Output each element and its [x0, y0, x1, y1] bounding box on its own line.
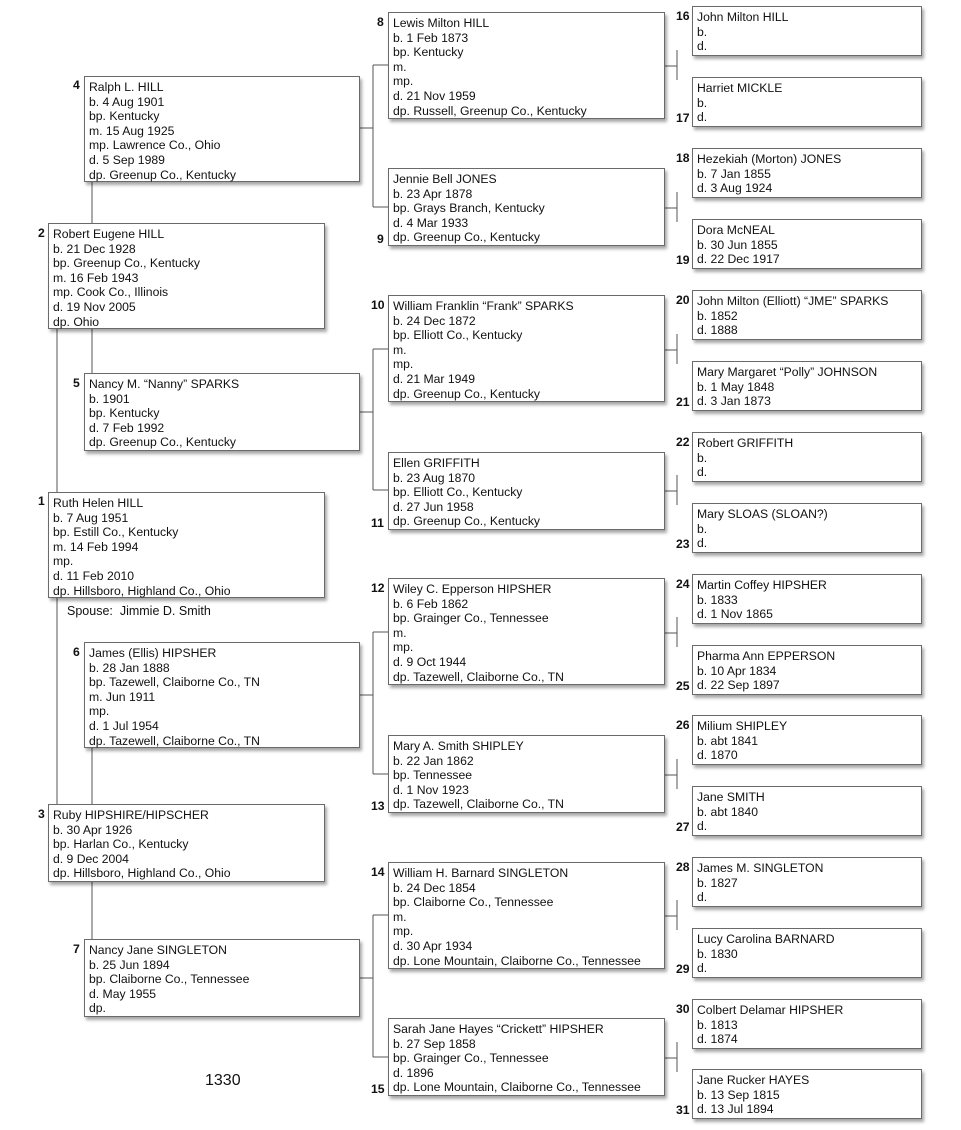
person-detail: b. 30 Apr 1926 [53, 822, 133, 837]
person-detail: m. 16 Feb 1943 [53, 270, 139, 285]
person-name: Lewis Milton HILL [393, 16, 490, 30]
person-box-8 [388, 12, 665, 119]
person-box-17 [692, 77, 922, 127]
person-box-27 [692, 786, 922, 836]
ahnentafel-number: 29 [676, 962, 690, 976]
person-box-26 [692, 715, 922, 765]
person-detail: d. 1 Jul 1954 [89, 718, 159, 733]
person-detail: b. 30 Jun 1855 [697, 237, 778, 252]
person-detail: d. 9 Oct 1944 [393, 654, 467, 669]
person-detail: m. [393, 625, 407, 640]
person-detail: dp. [89, 1001, 106, 1016]
person-name: Hezekiah (Morton) JONES [697, 152, 842, 166]
person-box-3 [48, 804, 325, 882]
ahnentafel-number: 5 [73, 376, 80, 390]
person-detail: d. [697, 110, 708, 125]
person-detail: mp. [53, 554, 74, 569]
ahnentafel-number: 31 [676, 1103, 690, 1117]
ahnentafel-number: 12 [371, 581, 385, 595]
person-detail: bp. Claiborne Co., Tennessee [393, 895, 554, 910]
person-box-16 [692, 6, 922, 56]
person-detail: b. abt 1841 [697, 733, 758, 748]
person-name: John Milton HILL [697, 10, 789, 24]
person-box-14 [388, 862, 665, 969]
person-name: William Franklin “Frank” SPARKS [393, 299, 574, 313]
person-detail: b. 24 Dec 1854 [393, 880, 476, 895]
person-detail: dp. Greenup Co., Kentucky [89, 167, 237, 182]
ahnentafel-number: 17 [676, 111, 690, 125]
ahnentafel-number: 6 [73, 645, 80, 659]
person-detail: d. [697, 465, 708, 480]
person-detail: d. 21 Nov 1959 [393, 88, 476, 103]
person-detail: b. 28 Jan 1888 [89, 660, 170, 675]
spouse-name: Jimmie D. Smith [119, 604, 211, 618]
person-detail: d. 19 Nov 2005 [53, 299, 136, 314]
person-detail: bp. Estill Co., Kentucky [53, 525, 179, 540]
person-detail: d. 4 Mar 1933 [393, 215, 469, 230]
person-detail: b. [697, 450, 708, 465]
person-detail: d. May 1955 [89, 986, 157, 1001]
person-detail: m. [393, 909, 407, 924]
person-box-28 [692, 857, 922, 907]
spouse-label: Spouse: [67, 604, 113, 618]
ahnentafel-number: 19 [676, 253, 690, 267]
person-detail: d. [697, 890, 708, 905]
person-detail: b. 1852 [697, 308, 738, 323]
person-name: Jennie Bell JONES [393, 172, 497, 186]
person-box-21 [692, 361, 922, 411]
person-detail: bp. Elliott Co., Kentucky [393, 485, 523, 500]
person-detail: bp. Harlan Co., Kentucky [53, 837, 189, 852]
person-detail: d. 1 Nov 1865 [697, 607, 773, 622]
ahnentafel-number: 13 [371, 799, 385, 813]
person-box-13 [388, 735, 665, 813]
ahnentafel-number: 7 [73, 942, 80, 956]
person-box-5 [84, 373, 360, 451]
ahnentafel-number: 22 [676, 435, 690, 449]
person-detail: b. 25 Jun 1894 [89, 957, 170, 972]
person-detail: dp. Ohio [53, 314, 100, 329]
ahnentafel-number: 1 [38, 494, 45, 508]
person-box-18 [692, 148, 922, 198]
person-detail: b. 1 May 1848 [697, 379, 775, 394]
person-detail: m. 14 Feb 1994 [53, 539, 139, 554]
person-detail: d. 1 Nov 1923 [393, 782, 469, 797]
person-detail: d. [697, 819, 708, 834]
ahnentafel-number: 14 [371, 865, 385, 879]
person-detail: b. [697, 24, 708, 39]
person-detail: d. 5 Sep 1989 [89, 152, 165, 167]
person-name: Mary A. Smith SHIPLEY [393, 739, 524, 753]
person-box-10 [388, 295, 665, 402]
person-name: Martin Coffey HIPSHER [697, 578, 827, 592]
person-detail: dp. Hillsboro, Highland Co., Ohio [53, 583, 231, 598]
person-box-19 [692, 219, 922, 269]
person-detail: dp. Greenup Co., Kentucky [393, 230, 541, 245]
person-detail: bp. Kentucky [89, 406, 160, 421]
person-box-6 [84, 642, 360, 748]
person-box-4 [84, 76, 360, 182]
spouse-info [67, 604, 211, 618]
ahnentafel-number: 20 [676, 293, 690, 307]
person-detail: mp. Lawrence Co., Ohio [89, 138, 221, 153]
person-detail: b. 4 Aug 1901 [89, 94, 165, 109]
person-detail: mp. [393, 357, 414, 372]
person-detail: b. 1833 [697, 592, 738, 607]
person-detail: dp. Greenup Co., Kentucky [393, 386, 541, 401]
person-detail: b. 21 Dec 1928 [53, 241, 136, 256]
person-detail: d. [697, 39, 708, 54]
person-detail: d. 11 Feb 2010 [53, 568, 135, 583]
person-detail: bp. Kentucky [393, 45, 464, 60]
person-detail: bp. Greenup Co., Kentucky [53, 256, 201, 271]
person-detail: d. 1888 [697, 323, 738, 338]
person-detail: b. 27 Sep 1858 [393, 1036, 476, 1051]
person-name: Milium SHIPLEY [697, 719, 788, 733]
person-detail: bp. Grays Branch, Kentucky [393, 201, 545, 216]
person-detail: m. Jun 1911 [89, 689, 156, 704]
person-name: Nancy M. “Nanny” SPARKS [89, 377, 240, 391]
person-detail: d. 3 Aug 1924 [697, 181, 773, 196]
person-detail: b. 7 Aug 1951 [53, 510, 129, 525]
person-box-29 [692, 928, 922, 978]
person-detail: dp. Hillsboro, Highland Co., Ohio [53, 866, 231, 881]
person-detail: b. 6 Feb 1862 [393, 596, 469, 611]
person-detail: dp. Lone Mountain, Claiborne Co., Tennessee [393, 1080, 641, 1095]
person-name: John Milton (Elliott) “JME” SPARKS [697, 294, 889, 308]
person-detail: mp. [393, 74, 414, 89]
person-detail: bp. Tazewell, Claiborne Co., TN [89, 675, 260, 690]
person-box-15 [388, 1018, 665, 1096]
person-detail: d. 1874 [697, 1032, 738, 1047]
ahnentafel-number: 26 [676, 718, 690, 732]
person-box-22 [692, 432, 922, 482]
ahnentafel-number: 15 [371, 1082, 385, 1096]
ahnentafel-number: 24 [676, 577, 690, 591]
person-name: Dora McNEAL [697, 223, 775, 237]
person-name: Jane SMITH [697, 790, 765, 804]
person-detail: b. 1901 [89, 391, 130, 406]
person-detail: b. 23 Aug 1870 [393, 470, 476, 485]
person-detail: b. [697, 95, 708, 110]
ahnentafel-number: 8 [377, 15, 384, 29]
person-detail: m. [393, 59, 407, 74]
person-detail: bp. Claiborne Co., Tennessee [89, 972, 250, 987]
person-name: James (Ellis) HIPSHER [89, 646, 217, 660]
person-detail: d. 22 Dec 1917 [697, 252, 780, 267]
person-detail: b. 1830 [697, 946, 738, 961]
person-box-30 [692, 999, 922, 1049]
ahnentafel-number: 21 [676, 395, 690, 409]
person-detail: dp. Russell, Greenup Co., Kentucky [393, 103, 587, 118]
person-detail: dp. Tazewell, Claiborne Co., TN [393, 797, 564, 812]
person-detail: d. 27 Jun 1958 [393, 499, 474, 514]
ahnentafel-number: 30 [676, 1002, 690, 1016]
person-detail: d. 30 Apr 1934 [393, 938, 473, 953]
person-detail: bp. Tennessee [393, 768, 473, 783]
person-box-24 [692, 574, 922, 624]
person-box-12 [388, 578, 665, 685]
person-detail: dp. Greenup Co., Kentucky [89, 435, 237, 450]
ahnentafel-number: 10 [371, 298, 385, 312]
person-detail: d. 3 Jan 1873 [697, 394, 771, 409]
person-detail: b. 13 Sep 1815 [697, 1087, 780, 1102]
person-name: Wiley C. Epperson HIPSHER [393, 582, 552, 596]
person-name: Robert Eugene HILL [53, 227, 165, 241]
person-detail: dp. Greenup Co., Kentucky [393, 514, 541, 529]
person-detail: b. 24 Dec 1872 [393, 313, 476, 328]
ahnentafel-number: 16 [676, 9, 690, 23]
person-detail: dp. Tazewell, Claiborne Co., TN [393, 669, 564, 684]
person-box-7 [84, 939, 360, 1017]
person-box-2 [48, 223, 325, 329]
person-name: Ralph L. HILL [89, 80, 164, 94]
person-detail: b. 1 Feb 1873 [393, 30, 469, 45]
person-name: Sarah Jane Hayes “Crickett” HIPSHER [393, 1022, 604, 1036]
person-detail: b. 22 Jan 1862 [393, 753, 474, 768]
person-name: Ruby HIPSHIRE/HIPSCHER [53, 808, 209, 822]
person-detail: b. 10 Apr 1834 [697, 663, 777, 678]
ahnentafel-number: 4 [73, 78, 80, 92]
person-name: William H. Barnard SINGLETON [393, 866, 569, 880]
ahnentafel-number: 11 [371, 516, 384, 530]
person-box-1 [48, 492, 325, 598]
person-detail: d. [697, 536, 708, 551]
person-detail: b. [697, 521, 708, 536]
person-detail: d. 22 Sep 1897 [697, 678, 780, 693]
ahnentafel-number: 2 [38, 226, 45, 240]
person-detail: b. 1827 [697, 875, 738, 890]
person-detail: mp. [89, 704, 110, 719]
person-detail: d. 1870 [697, 748, 738, 763]
person-name: Pharma Ann EPPERSON [697, 649, 836, 663]
person-name: Mary Margaret “Polly” JOHNSON [697, 365, 878, 379]
ahnentafel-number: 25 [676, 679, 690, 693]
ahnentafel-number: 23 [676, 537, 690, 551]
person-name: Harriet MICKLE [697, 81, 783, 95]
person-detail: b. 7 Jan 1855 [697, 166, 771, 181]
person-name: Colbert Delamar HIPSHER [697, 1003, 844, 1017]
person-box-31 [692, 1069, 922, 1119]
person-detail: b. 23 Apr 1878 [393, 186, 473, 201]
person-detail: bp. Grainger Co., Tennessee [393, 1051, 549, 1066]
person-name: Ellen GRIFFITH [393, 456, 480, 470]
person-box-20 [692, 290, 922, 340]
person-detail: d. 1896 [393, 1065, 434, 1080]
ahnentafel-number: 9 [377, 232, 384, 246]
person-detail: b. abt 1840 [697, 804, 758, 819]
person-box-25 [692, 645, 922, 695]
person-name: James M. SINGLETON [697, 861, 824, 875]
person-name: Mary SLOAS (SLOAN?) [697, 507, 828, 521]
person-detail: bp. Kentucky [89, 109, 160, 124]
ahnentafel-number: 3 [38, 807, 45, 821]
person-detail: d. 21 Mar 1949 [393, 371, 475, 386]
person-detail: bp. Elliott Co., Kentucky [393, 328, 523, 343]
person-name: Nancy Jane SINGLETON [89, 943, 227, 957]
ahnentafel-number: 18 [676, 151, 690, 165]
person-box-11 [388, 452, 665, 530]
person-name: Ruth Helen HILL [53, 496, 144, 510]
page-number: 1330 [205, 1072, 241, 1089]
ahnentafel-number: 28 [676, 860, 690, 874]
person-detail: bp. Grainger Co., Tennessee [393, 611, 549, 626]
person-detail: d. 13 Jul 1894 [697, 1102, 774, 1117]
person-detail: d. [697, 961, 708, 976]
person-box-23 [692, 503, 922, 553]
person-detail: mp. [393, 924, 414, 939]
person-detail: m. [393, 342, 407, 357]
person-detail: m. 15 Aug 1925 [89, 123, 175, 138]
person-name: Jane Rucker HAYES [697, 1073, 810, 1087]
person-detail: mp. Cook Co., Illinois [53, 285, 169, 300]
person-box-9 [388, 168, 665, 246]
person-detail: b. 1813 [697, 1017, 738, 1032]
person-detail: dp. Lone Mountain, Claiborne Co., Tennessee [393, 953, 641, 968]
person-detail: d. 9 Dec 2004 [53, 851, 129, 866]
person-detail: d. 7 Feb 1992 [89, 420, 165, 435]
person-name: Robert GRIFFITH [697, 436, 794, 450]
person-name: Lucy Carolina BARNARD [697, 932, 835, 946]
person-detail: mp. [393, 640, 414, 655]
person-detail: dp. Tazewell, Claiborne Co., TN [89, 733, 260, 748]
ahnentafel-number: 27 [676, 820, 690, 834]
